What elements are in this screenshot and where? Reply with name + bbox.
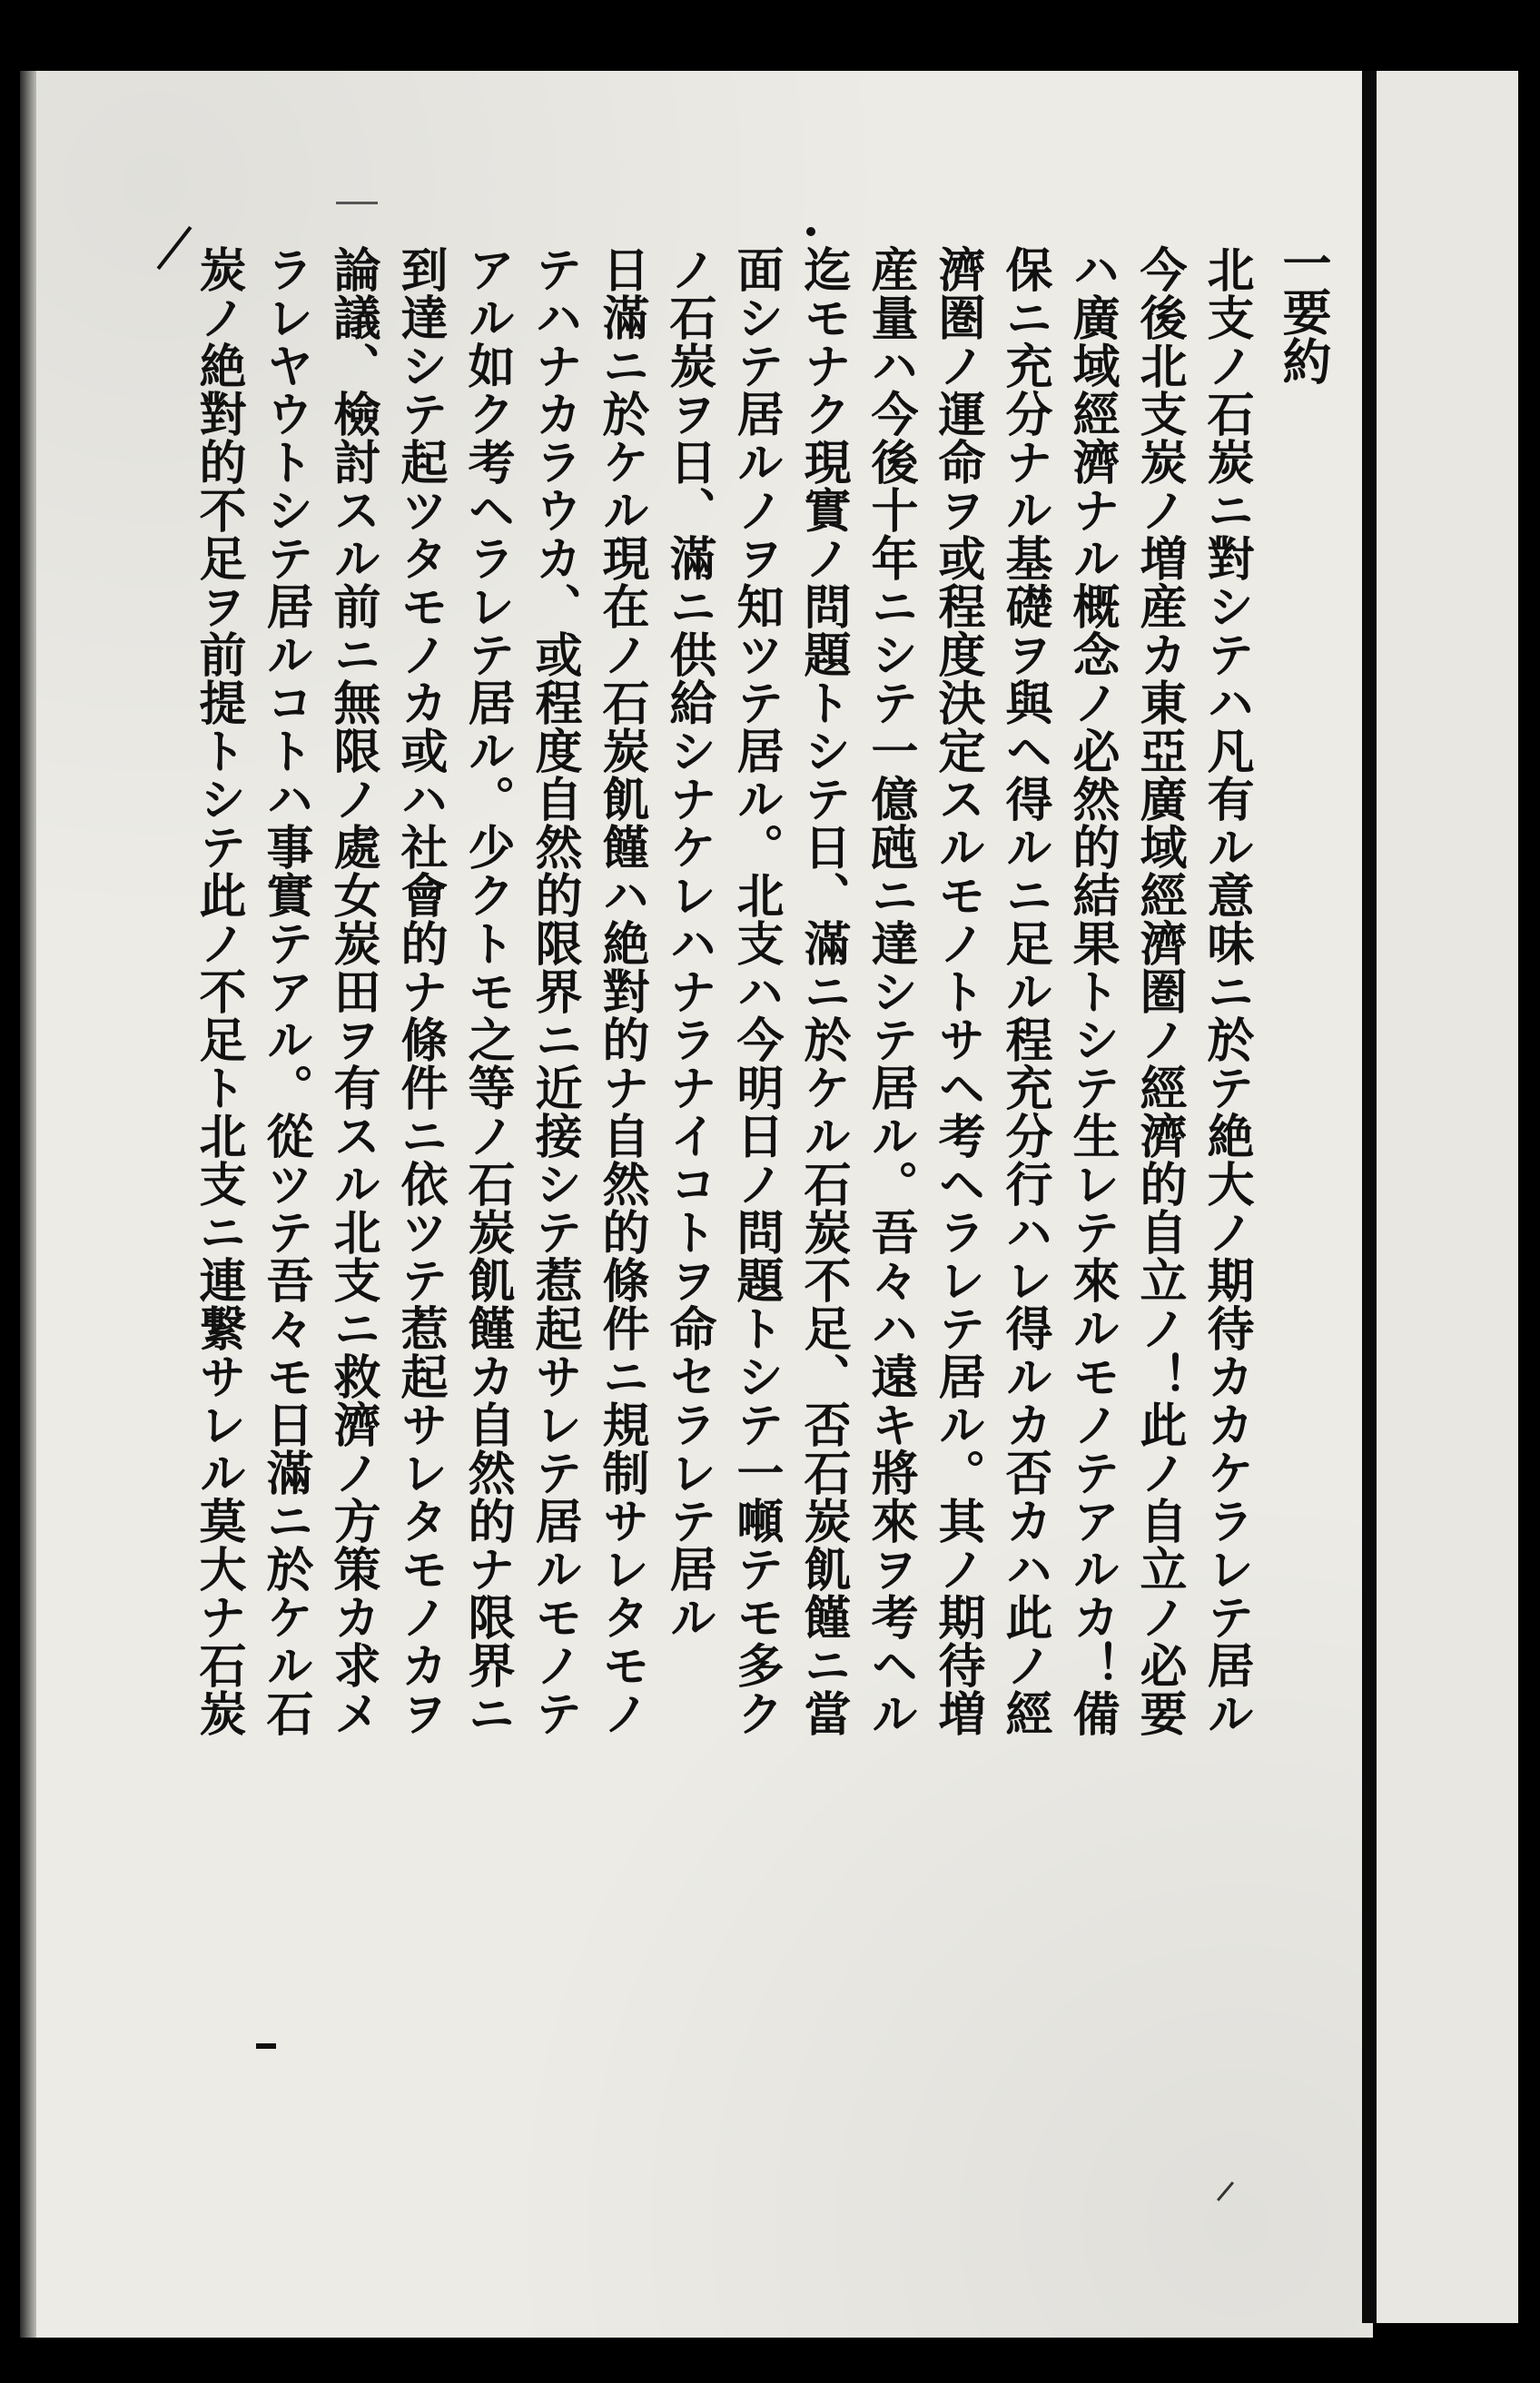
bottom-ink-mark [256, 2043, 276, 2049]
header-mark [336, 202, 378, 204]
page-binding-bar [1362, 71, 1377, 2323]
page-left-shadow [20, 71, 36, 2338]
text-column-13: 到達シテ起ツタモノカ或ハ社會的ナ條件ニ依ツテ惹起サレタモノカヲ [392, 245, 448, 1737]
text-column-10: 日滿ニ於ケル現在ノ石炭飢饉ハ絶對的ナ自然的條件ニ規制サレタモノ [594, 245, 649, 1737]
text-column-6: 産量ハ今後十年ニシテ一億瓲ニ達シテ居ル。吾々ハ遠キ將來ヲ考ヘル [863, 245, 918, 1737]
text-column-2: 今後北支炭ノ増産カ東亞廣域經濟圏ノ經濟的自立ノ！此ノ自立ノ必要 [1131, 245, 1187, 1737]
adjacent-page-strip [1373, 71, 1518, 2323]
vertical-text-body [186, 245, 1339, 2243]
text-column-8: 面シテ居ルノヲ知ツテ居ル。北支ハ今明日ノ問題トシテ一噸テモ多ク [728, 245, 784, 1737]
text-column-11: テハナカラウカ、或程度自然的限界ニ近接シテ惹起サレテ居ルモノテ [527, 245, 582, 1737]
ink-dot [806, 227, 815, 236]
text-column-3: ハ廣域經濟ナル概念ノ必然的結果トシテ生レテ來ルモノテアルカ！備 [1064, 245, 1120, 1737]
text-column-4: 保ニ充分ナル基礎ヲ與ヘ得ルニ足ル程充分行ハレ得ルカ否カハ此ノ經 [997, 245, 1052, 1737]
text-column-1: 北支ノ石炭ニ對シテハ凡有ル意味ニ於テ絶大ノ期待カカケラレテ居ル [1199, 245, 1254, 1737]
text-column-7: 迄モナク現實ノ問題トシテ日、滿ニ於ケル石炭不足、否石炭飢饉ニ當 [795, 245, 851, 1737]
text-column-15: ラレヤウトシテ居ルコトハ事實テアル。從ツテ吾々モ日滿ニ於ケル石 [258, 245, 313, 1737]
text-column-9: ノ石炭ヲ日、滿ニ供給シナケレハナラナイコトヲ命セラレテ居ル [661, 245, 716, 1641]
text-column-5: 濟圏ノ運命ヲ或程度決定スルモノトサヘ考ヘラレテ居ル。其ノ期待増 [930, 245, 985, 1737]
text-column-16: 炭ノ絶對的不足ヲ前提トシテ此ノ不足ト北支ニ連繋サレル莫大ナ石炭 [191, 245, 246, 1737]
section-heading: 一要約 [1275, 238, 1333, 385]
text-column-12: アル如ク考ヘラレテ居ル。少クトモ之等ノ石炭飢饉カ自然的ナ限界ニ [459, 245, 515, 1737]
text-column-14: 論議、檢討スル前ニ無限ノ處女炭田ヲ有スル北支ニ救濟ノ方策カ求メ [325, 245, 380, 1737]
